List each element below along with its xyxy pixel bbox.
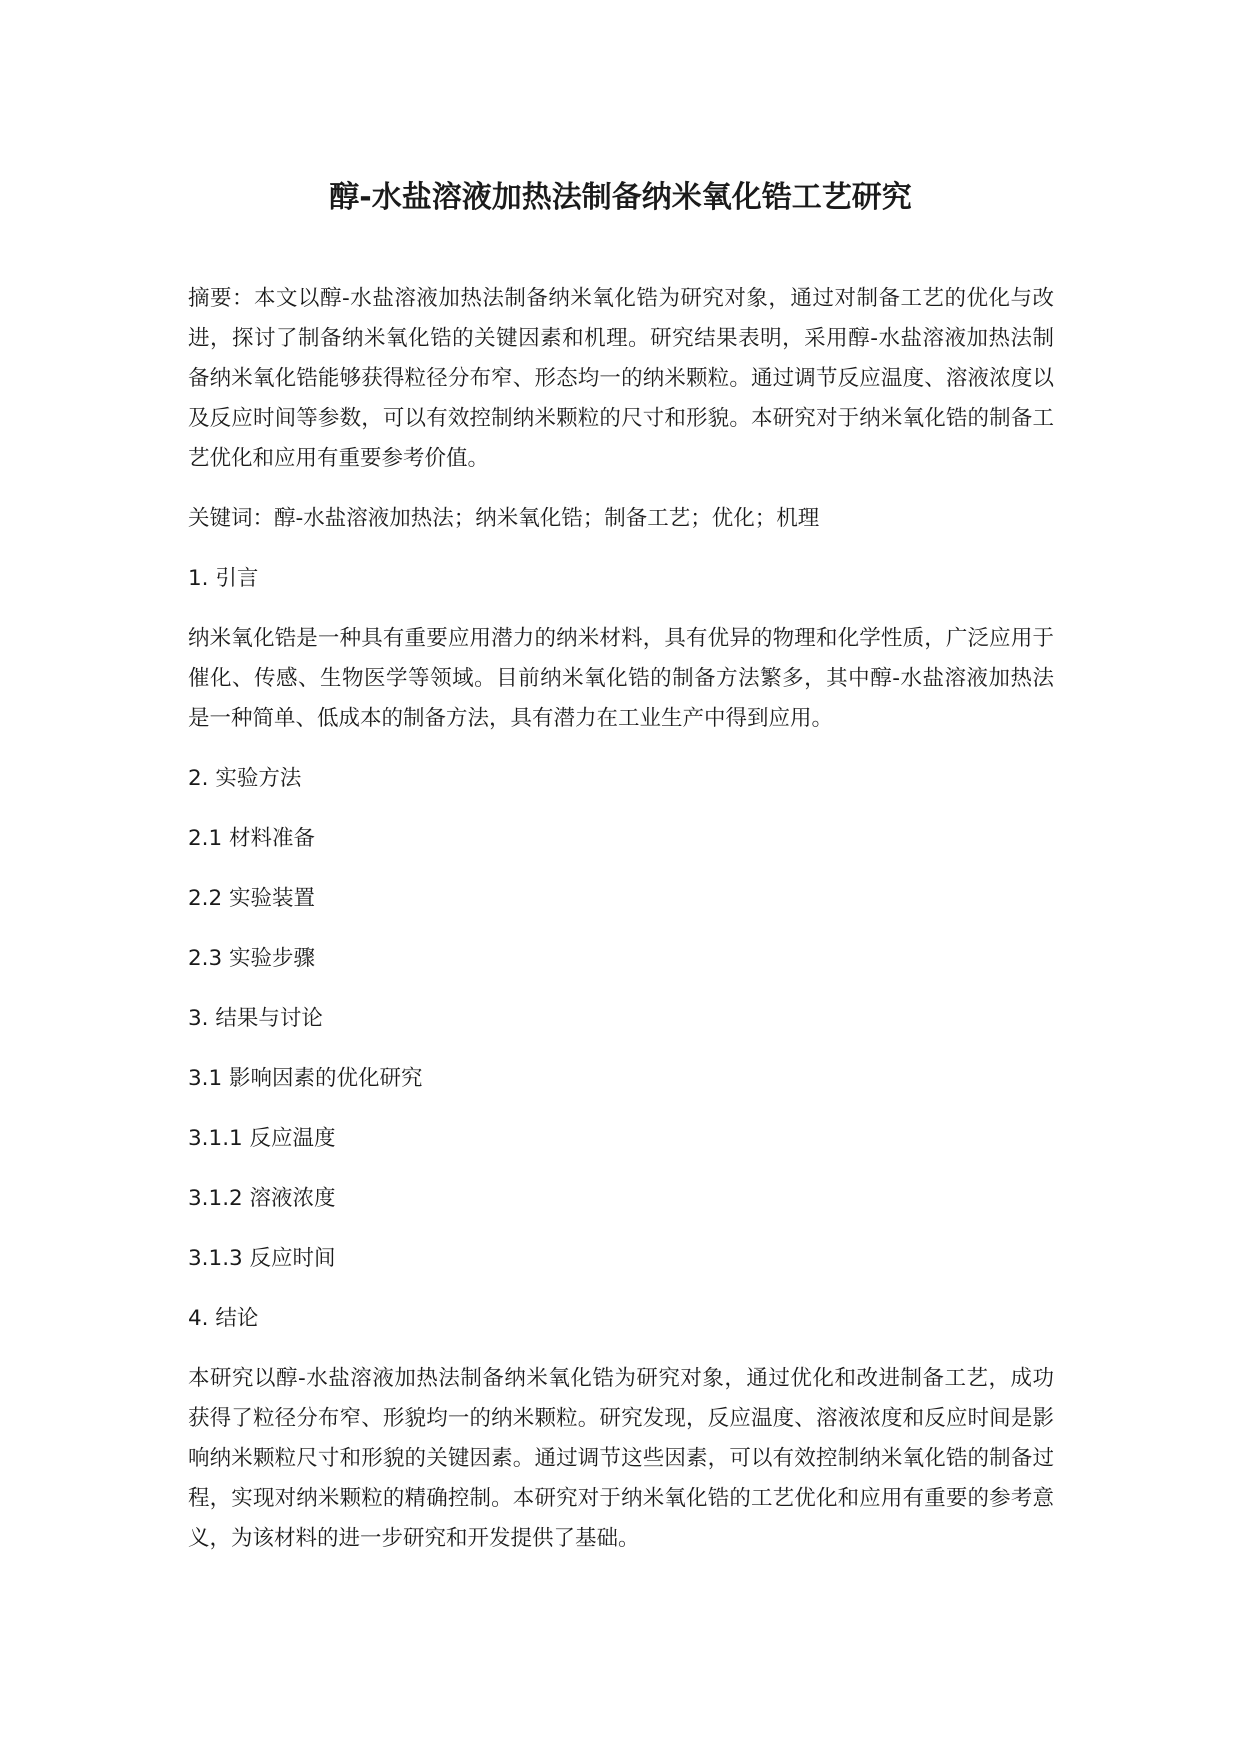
conclusion-paragraph: 本研究以醇-水盐溶液加热法制备纳米氧化锆为研究对象，通过优化和改进制备工艺，成功获得了粒径分布窄、形貌均一的纳米颗粒。研究发现，反应温度、溶液浓度和反应时间是影响纳米颗粒尺寸和形貌的关键因素。通过调节这些因素，可以有效控制纳米氧化锆的制备过程，实现对纳米颗粒的精确控制。本研究对于纳米氧化锆的工艺优化和应用有重要的参考意义，为该材料的进一步研究和开发提供了基础。: [188, 1366, 1054, 1551]
section-heading-introduction: 1. 引言: [188, 566, 259, 591]
section-heading-methods: 2. 实验方法: [188, 766, 302, 791]
introduction-paragraph: 纳米氧化锆是一种具有重要应用潜力的纳米材料，具有优异的物理和化学性质，广泛应用于催化、传感、生物医学等领域。目前纳米氧化锆的制备方法繁多，其中醇-水盐溶液加热法是一种简单、低成本的制备方法，具有潜力在工业生产中得到应用。: [188, 626, 1054, 731]
subsection-heading-procedure: 2.3 实验步骤: [188, 946, 316, 971]
subsection-heading-time: 3.1.3 反应时间: [188, 1246, 336, 1271]
subsection-heading-temperature: 3.1.1 反应温度: [188, 1126, 336, 1151]
keywords-line: 关键词：醇-水盐溶液加热法；纳米氧化锆；制备工艺；优化；机理: [188, 506, 820, 531]
subsection-heading-apparatus: 2.2 实验装置: [188, 886, 316, 911]
document-body: [188, 279, 1054, 1579]
subsection-heading-concentration: 3.1.2 溶液浓度: [188, 1186, 336, 1211]
subsection-heading-materials: 2.1 材料准备: [188, 826, 316, 851]
section-heading-results: 3. 结果与讨论: [188, 1006, 323, 1031]
section-heading-conclusion: 4. 结论: [188, 1306, 259, 1331]
document-title: 醇-水盐溶液加热法制备纳米氧化锆工艺研究: [329, 180, 912, 215]
subsection-heading-optimization: 3.1 影响因素的优化研究: [188, 1066, 423, 1091]
abstract-paragraph: 摘要：本文以醇-水盐溶液加热法制备纳米氧化锆为研究对象，通过对制备工艺的优化与改进，探讨了制备纳米氧化锆的关键因素和机理。研究结果表明，采用醇-水盐溶液加热法制备纳米氧化锆能够获得粒径分布窄、形态均一的纳米颗粒。通过调节反应温度、溶液浓度以及反应时间等参数，可以有效控制纳米颗粒的尺寸和形貌。本研究对于纳米氧化锆的制备工艺优化和应用有重要参考价值。: [188, 286, 1054, 471]
